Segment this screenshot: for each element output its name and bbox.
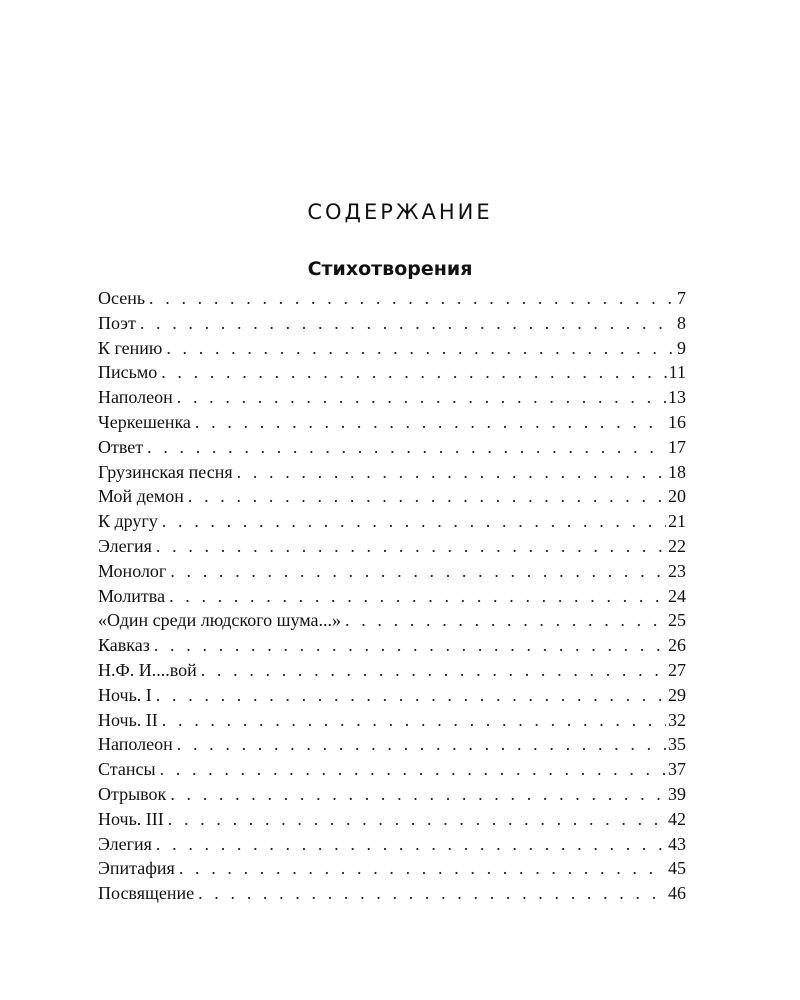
toc-entry-page: 39 <box>668 783 686 804</box>
toc-dot-leader <box>177 385 666 410</box>
toc-dot-leader <box>140 311 675 336</box>
toc-entry-title: Монолог <box>98 560 167 581</box>
toc-dot-leader <box>147 435 666 460</box>
toc-entry <box>98 484 686 509</box>
toc-entry-page: 13 <box>668 387 686 408</box>
toc-dot-leader <box>154 633 666 658</box>
toc-entry-title: К гению <box>98 337 163 358</box>
toc-entry <box>98 336 686 361</box>
toc-entry-title: Грузинская песня <box>98 461 233 482</box>
toc-entry-title: Отрывок <box>98 783 167 804</box>
toc-entry-title: Мой демон <box>98 486 184 507</box>
toc-entry-title: Стансы <box>98 759 156 780</box>
toc-dot-leader <box>162 708 666 733</box>
toc-entry-title: Н.Ф. И....вой <box>98 659 197 680</box>
toc-entry-page: 23 <box>668 560 686 581</box>
toc-entry-title: Ночь. II <box>98 709 158 730</box>
toc-dot-leader <box>162 509 666 534</box>
toc-dot-leader <box>188 484 666 509</box>
toc-entry-page: 17 <box>668 436 686 457</box>
toc-entry-page: 25 <box>668 610 686 631</box>
toc-entry <box>98 732 686 757</box>
toc-entry-page: 20 <box>668 486 686 507</box>
toc-entry <box>98 584 686 609</box>
toc-entry-title: Письмо <box>98 362 158 383</box>
table-of-contents <box>98 286 686 906</box>
toc-entry <box>98 708 686 733</box>
toc-dot-leader <box>156 534 666 559</box>
toc-entry-title: Наполеон <box>98 387 173 408</box>
section-heading: Стихотворения <box>307 258 473 280</box>
toc-entry-page: 7 <box>677 288 686 308</box>
toc-dot-leader <box>170 782 666 807</box>
toc-dot-leader <box>179 856 666 881</box>
toc-entry-page: 21 <box>668 511 686 532</box>
toc-dot-leader <box>161 360 666 385</box>
toc-entry-title: Эпитафия <box>98 858 175 879</box>
toc-dot-leader <box>169 584 666 609</box>
toc-entry-title: Осень <box>98 288 146 308</box>
toc-entry <box>98 360 686 385</box>
toc-entry <box>98 534 686 559</box>
toc-entry-title: Посвящение <box>98 883 195 904</box>
toc-entry-title: Элегия <box>98 833 152 854</box>
toc-dot-leader <box>156 683 666 708</box>
toc-entry-page: 8 <box>677 312 686 333</box>
toc-entry-page: 43 <box>668 833 686 854</box>
toc-entry-page: 9 <box>677 337 686 358</box>
toc-entry-page: 45 <box>668 858 686 879</box>
toc-entry <box>98 807 686 832</box>
page-title: СОДЕРЖАНИЕ <box>307 200 493 224</box>
toc-entry-page: 24 <box>668 585 686 606</box>
toc-entry <box>98 608 686 633</box>
toc-entry <box>98 881 686 906</box>
toc-dot-leader <box>198 881 666 906</box>
toc-dot-leader <box>149 286 675 311</box>
toc-entry <box>98 460 686 485</box>
toc-entry <box>98 286 686 311</box>
toc-dot-leader <box>168 807 666 832</box>
toc-entry-title: Ночь. I <box>98 684 152 705</box>
toc-entry-title: Элегия <box>98 535 152 556</box>
toc-entry-page: 18 <box>668 461 686 482</box>
toc-entry-page: 22 <box>668 535 686 556</box>
toc-dot-leader <box>177 732 666 757</box>
toc-entry-title: «Один среди людского шума...» <box>98 610 342 631</box>
toc-entry-page: 46 <box>668 883 686 904</box>
toc-entry-title: Поэт <box>98 312 136 333</box>
toc-entry-title: Ночь. III <box>98 808 164 829</box>
toc-entry <box>98 509 686 534</box>
toc-entry <box>98 856 686 881</box>
toc-entry <box>98 757 686 782</box>
toc-entry-title: Молитва <box>98 585 166 606</box>
toc-dot-leader <box>201 658 666 683</box>
toc-entry-title: Черкешенка <box>98 411 191 432</box>
toc-entry <box>98 658 686 683</box>
toc-entry-page: 32 <box>668 709 686 730</box>
toc-entry <box>98 410 686 435</box>
toc-entry <box>98 633 686 658</box>
toc-dot-leader <box>166 336 675 361</box>
toc-entry <box>98 782 686 807</box>
toc-entry-title: Ответ <box>98 436 144 457</box>
toc-entry-page: 37 <box>668 759 686 780</box>
toc-dot-leader <box>345 608 666 633</box>
toc-entry <box>98 832 686 857</box>
toc-dot-leader <box>195 410 666 435</box>
toc-dot-leader <box>160 757 666 782</box>
toc-entry <box>98 435 686 460</box>
toc-entry-page: 16 <box>668 411 686 432</box>
toc-entry <box>98 311 686 336</box>
toc-entry-page: 29 <box>668 684 686 705</box>
toc-entry-page: 35 <box>668 734 686 755</box>
toc-entry-title: К другу <box>98 511 158 532</box>
toc-dot-leader <box>156 832 666 857</box>
toc-entry <box>98 559 686 584</box>
toc-entry-title: Кавказ <box>98 635 150 656</box>
toc-entry <box>98 683 686 708</box>
toc-entry <box>98 385 686 410</box>
toc-entry-page: 42 <box>668 808 686 829</box>
toc-entry-page: 27 <box>668 659 686 680</box>
toc-dot-leader <box>237 460 666 485</box>
toc-entry-page: 11 <box>668 362 686 383</box>
toc-entry-title: Наполеон <box>98 734 173 755</box>
toc-dot-leader <box>170 559 666 584</box>
toc-entry-page: 26 <box>668 635 686 656</box>
